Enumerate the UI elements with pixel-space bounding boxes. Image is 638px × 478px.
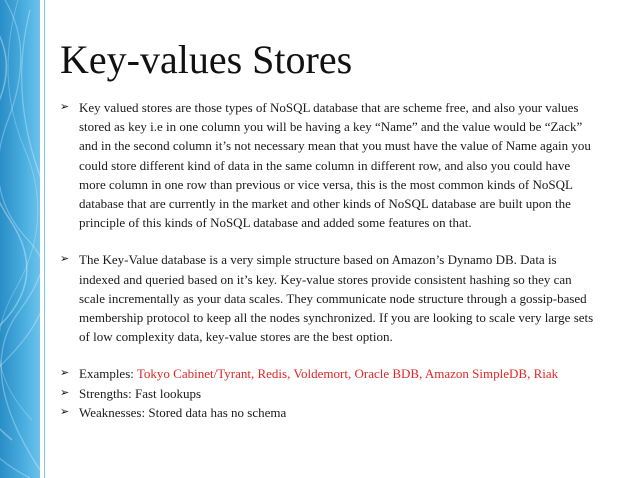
- arrow-bullet-icon: ➢: [60, 386, 70, 399]
- arrow-bullet-icon: ➢: [60, 101, 70, 113]
- arrow-bullet-icon: ➢: [60, 405, 70, 418]
- bullet-examples: [60, 364, 600, 383]
- bullet-key-valued-stores: [60, 98, 600, 232]
- weaknesses-text: Weaknesses: Stored data has no schema: [79, 404, 287, 420]
- bullet-strengths: [60, 384, 600, 403]
- decorative-side-band: [0, 0, 40, 478]
- strengths-text: Strengths: Fast lookups: [79, 385, 202, 401]
- wave-pattern-icon: [0, 0, 40, 478]
- arrow-bullet-icon: ➢: [60, 367, 70, 380]
- side-divider-line: [44, 0, 45, 478]
- bullet-weaknesses: [60, 403, 600, 422]
- slide-title: Key-values Stores: [60, 37, 353, 82]
- slide-content: [60, 98, 600, 422]
- examples-list: Tokyo Cabinet/Tyrant, Redis, Voldemort, Oracle BDB, Amazon SimpleDB, Riak: [136, 366, 559, 382]
- arrow-bullet-icon: ➢: [60, 253, 70, 266]
- bullet-key-value-database: [60, 250, 600, 346]
- bullet-text: Key valued stores are those types of NoSQL database that are scheme free, and also your values stored as key i.e in one column you will be having a key “Name” and the value would be “Zack” and in the second column it’s not necessary mean that you must have the value of Name again you could store different kind of data in the same column in different row, and also you could have more column in one row than previous or vice versa, this is the most common kinds of NoSQL database that are currently in the market and other kinds of NoSQL database are built upon the principle of this kinds of NoSQL database and added some features on that.: [79, 100, 591, 231]
- examples-label: Examples:: [79, 366, 137, 382]
- bullet-text: The Key-Value database is a very simple structure based on Amazon’s Dynamo DB. Data is indexed and queried based on it’s key. Key-value stores provide consistent hashing so they can scale incrementally as your data scales. They communicate node structure through a gossip-based membership protocol to keep all the nodes synchronized. If you are looking to scale very large sets of low complexity data, key-value stores are the best option.: [79, 252, 594, 345]
